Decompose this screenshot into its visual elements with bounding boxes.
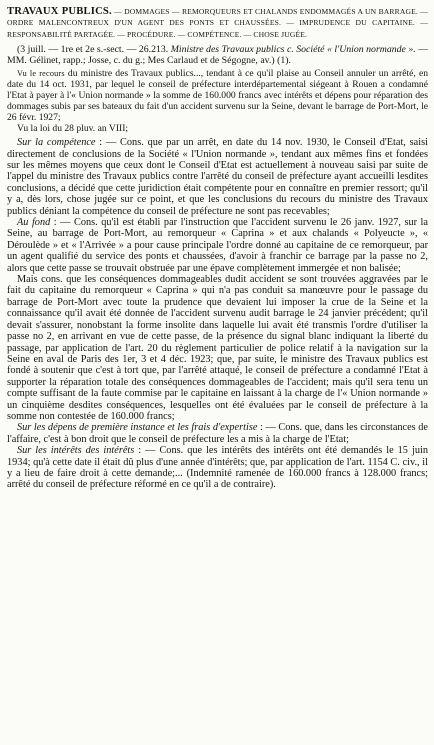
visa-lead: Vu le recours	[17, 69, 65, 79]
paragraph-competence	[7, 137, 428, 217]
citation-counsel: — MM. Gélinet, rapp.; Josse, c. du g.; Mes Carlaud et de Ségogne, av.) (1).	[7, 44, 428, 67]
paragraph-interets	[7, 445, 428, 491]
citation-ref: (3 juill. — 1re et 2e s.-sect. — 26.213.	[17, 44, 171, 56]
paragraph-text: : — Cons. qu'il est établi par l'instruction que l'accident survenu le 26 janv. 1927, sur la Seine, au barrage de Port-Mort, au remorqueur « Caprina » et aux chalands « Polyeucte », « Déroulède » et « l'Arrivée » a pour cause principale l'ordre donné au capitaine de ce remorqueur, par un agent qualifié du service des ponts et chaussées, d'avoir à franchir ce barrage par la passe no 2, alors que cette passe se trouvait obstruée par une épave complètement immergée et non balisée;	[7, 217, 428, 274]
visa-text: du ministre des Travaux publics..., tendant à ce qu'il plaise au Conseil annuler un arrêté, en date du 14 oct. 1931, par lequel le conseil de préfecture interdépartemental siégeant à Rouen a condamné l'Etat à payer à l'« Union normande » la somme de 160.000 francs avec intérêts et dépens pour réparation des dommages subis par ses bateaux du fait d'un accident survenu sur la Seine, devant le barrage de Port-Mort, le 26 févr. 1927;	[7, 68, 429, 123]
citation-parties: Ministre des Travaux publics c. Société « l'Union normande ».	[170, 44, 416, 56]
paragraph-heading: Au fond	[17, 217, 51, 229]
paragraph-text: : — Cons. que par un arrêt, en date du 14 nov. 1930, le Conseil d'Etat, saisi directement de conclusions de la Société « l'Union normande », tendant aux mêmes fins et fondées sur les mêmes moyens que ceux dont le Conseil d'Etat est actuellement à nouveau saisi par suite de l'appel du ministre des Travaux publics contre l'arrêté du conseil de préfecture ayant accueilli lesdites conclusions, a décidé que cette juridiction était compétente pour en connaître en premier ressort; qu'il y a, dès lors, chose jugée sur ce point, et que les conclusions du recours du ministre des Travaux publics déniant la compétence du conseil de préfecture ne sont pas recevables;	[7, 137, 428, 217]
paragraph-fond	[7, 217, 428, 274]
header-lead: TRAVAUX PUBLICS.	[7, 6, 112, 17]
paragraph-text: : — Cons. que, dans les circonstances de l'affaire, c'est à bon droit que le conseil de préfecture les a mis à la charge de l'Etat;	[7, 422, 428, 445]
paragraph-text: : — Cons. que les intérêts des intérêts ont été demandés le 15 juin 1934; qu'à cette date il était dû plus d'une année d'intérêts; que, par application de l'art. 1154 C. civ., il y a lieu de faire droit à cette demande;... (Indemnité ramenée de 160.000 francs à 128.000 francs; arrêté du conseil de préfecture réformé en ce qu'il a de contraire).	[7, 445, 428, 491]
paragraph-text: Mais cons. que les conséquences dommageables dudit accident se sont trouvées aggravées par le fait du capitaine du remorqueur « Caprina » qui n'a pas conduit sa manœuvre pour le passage du barrage de Port-Mort avec toute la prudence que devaient lui imposer la crue de la Seine et la connaissance qu'il avait été donnée de l'accident survenu audit barrage le 24 janvier précédent; qu'il devait s'assurer, nonobstant la forme insolite dans laquelle lui avait été transmis l'ordre d'utiliser la passe no 2, en arrivant en vue de cette passe, de la présence du signal blanc indiquant la liberté du passage, par application de l'art. 20 du règlement particulier de police relatif à la navigation sur la Seine en aval de Paris des 1er, 3 et 4 déc. 1923; que, par suite, le ministre des Travaux publics est fondé à soutenir que c'est à tort que, par l'arrêté attaqué, le conseil de préfecture a condamné l'Etat à supporter la réparation totale des conséquences dommageables de l'accident; mais qu'il sera tenu un compte suffisant de la faute commise par le capitaine en laissant à la charge de l'« Union normande » un cinquième desdites conséquences, lesquelles ont été évaluées par le conseil de préfecture à la somme non contestée de 160.000 francs;	[7, 274, 428, 422]
visa-law: Vu la loi du 28 pluv. an VIII;	[17, 123, 129, 135]
visa-recours	[7, 69, 428, 123]
paragraph-mais	[7, 274, 428, 422]
summary-header	[7, 6, 428, 40]
paragraph-heading: Sur la compétence	[17, 137, 96, 149]
header-keywords: — DOMMAGES — REMORQUEURS ET CHALANDS ENDOMMAGÉS A UN BARRAGE. — ORDRE MALENCONTREUX D'UN AGENT DES PONTS ET CHAUSSÉES. — IMPRUDENCE DU CAPITAINE. — RESPONSABILITÉ PARTAGÉE. — PROCÉDURE. — COMPÉTENCE. — CHOSE JUGÉE.	[7, 7, 428, 39]
paragraph-heading: Sur les intérêts des intérêts	[17, 445, 135, 457]
paragraph-heading: Sur les dépens de première instance et les frais d'expertise	[17, 422, 258, 434]
paragraph-depens	[7, 422, 428, 445]
case-citation	[7, 44, 428, 66]
